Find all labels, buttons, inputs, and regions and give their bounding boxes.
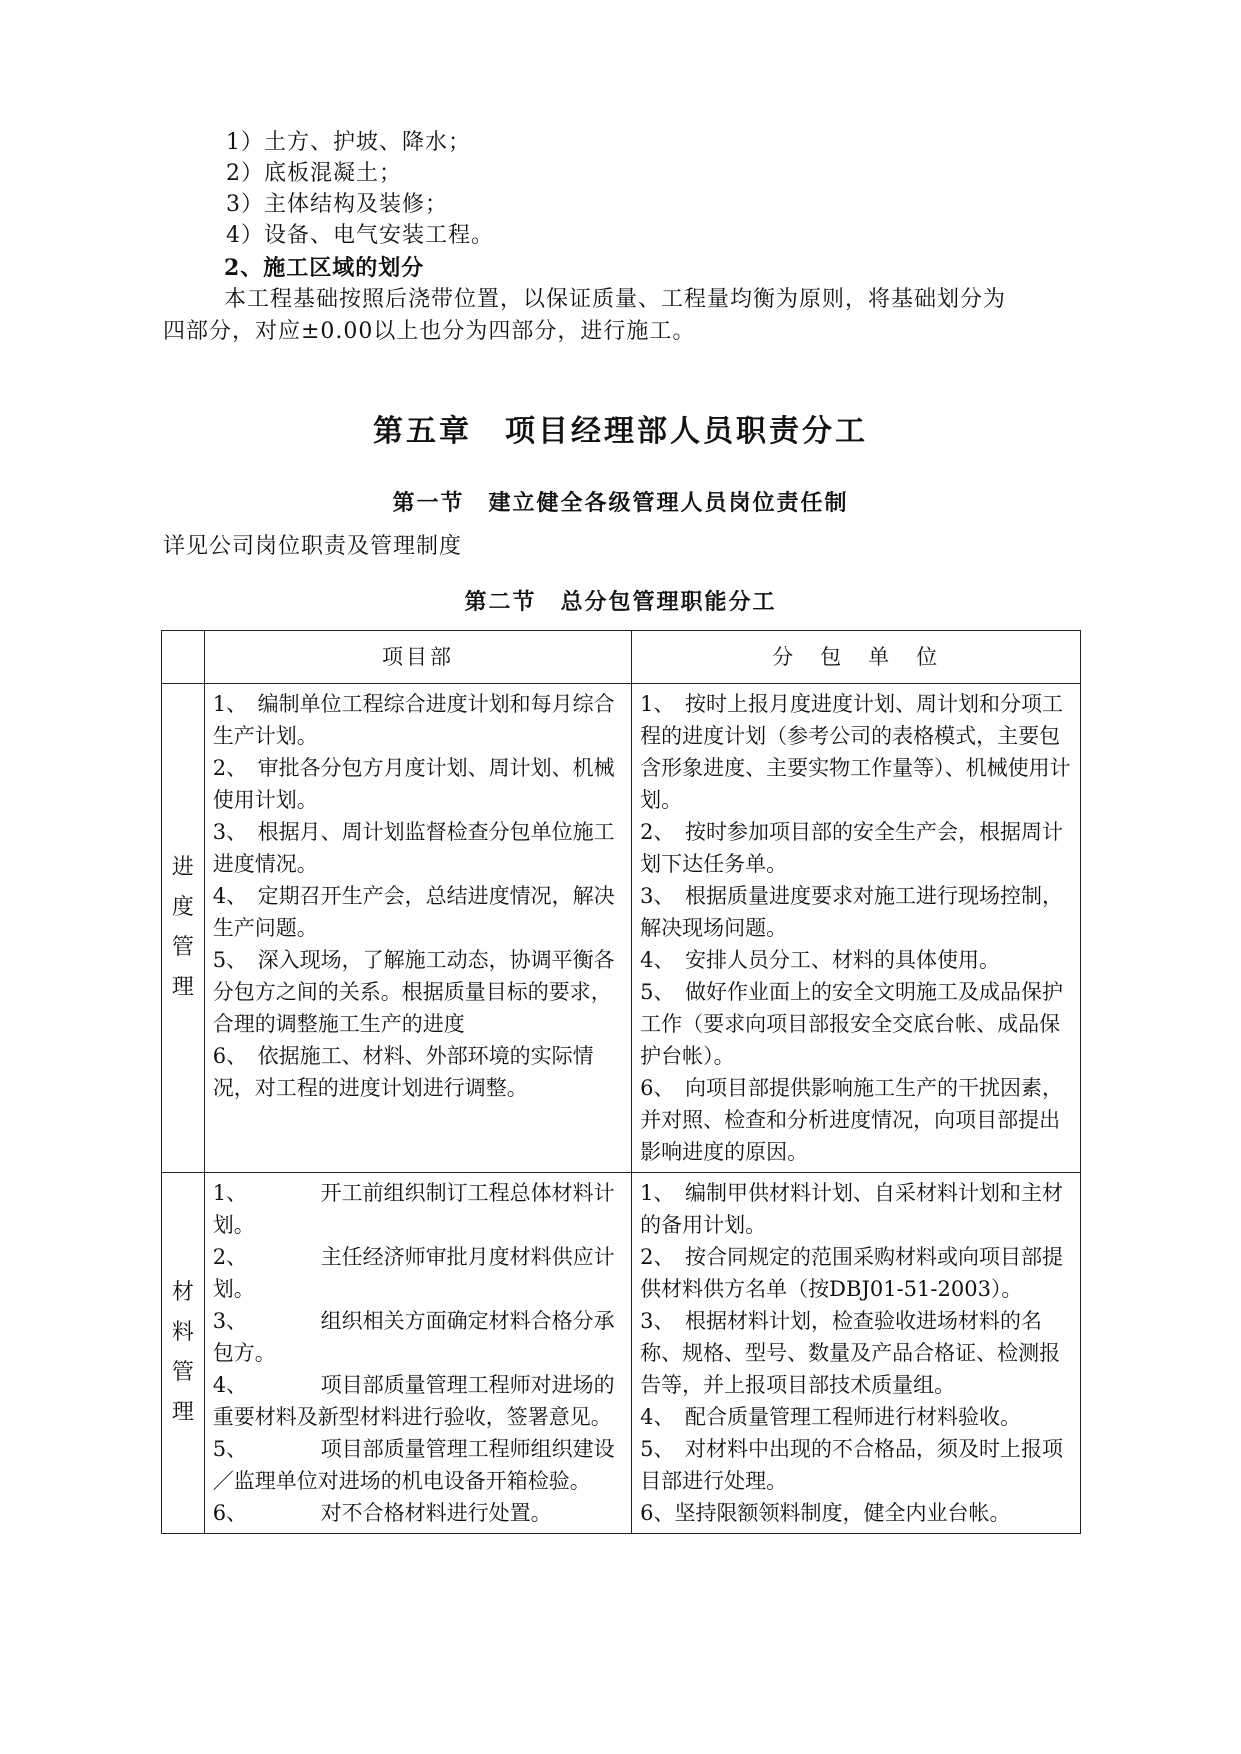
duty-item: 1、 开工前组织制订工程总体材料计划。 (212, 1181, 615, 1237)
category-char: 进 (171, 855, 194, 880)
duty-item: 4、 定期召开生产会，总结进度情况，解决生产问题。 (212, 884, 615, 940)
duty-item: 3、 组织相关方面确定材料合格分承包方。 (212, 1309, 615, 1365)
intro-list-item: 2）底板混凝土； (226, 161, 402, 186)
category-char: 材 (171, 1280, 194, 1305)
zone-paragraph-line: 四部分，对应±0.00以上也分为四部分，进行施工。 (163, 319, 696, 344)
zone-paragraph-line: 本工程基础按照后浇带位置，以保证质量、工程量均衡为原则，将基础划分为 (224, 287, 1007, 312)
category-char: 管 (171, 935, 194, 960)
duty-item: 5、 对材料中出现的不合格品，须及时上报项目部进行处理。 (640, 1437, 1064, 1493)
table-header-project-dept: 项目部 (204, 631, 631, 684)
duty-item: 4、 配合质量管理工程师进行材料验收。 (640, 1405, 1022, 1429)
duty-item: 2、 主任经济师审批月度材料供应计划。 (212, 1245, 615, 1301)
category-char: 度 (171, 895, 194, 920)
duty-item: 5、 项目部质量管理工程师组织建设／监理单位对进场的机电设备开箱检验。 (212, 1437, 615, 1493)
category-cell-materials (162, 1173, 205, 1534)
duty-item: 1、 编制甲供材料计划、自采材料计划和主材的备用计划。 (640, 1181, 1064, 1237)
duty-item: 6、 依据施工、材料、外部环境的实际情况，对工程的进度计划进行调整。 (212, 1044, 594, 1100)
category-cell-progress (162, 684, 205, 1173)
duty-item: 3、 根据材料计划，检查验收进场材料的名称、规格、型号、数量及产品合格证、检测报告等，并上报项目部技术质量组。 (640, 1309, 1061, 1397)
table-header-subcontractor: 分 包 单 位 (632, 631, 1081, 684)
table-row (162, 684, 1081, 1173)
duty-item: 6、 向项目部提供影响施工生产的干扰因素，并对照、检查和分析进度情况，向项目部提出影响进度的原因。 (640, 1076, 1064, 1164)
duty-item: 6、 对不合格材料进行处置。 (212, 1501, 552, 1525)
table-header-blank (162, 631, 205, 684)
responsibility-table (161, 630, 1081, 1534)
chapter-title: 第五章 项目经理部人员职责分工 (373, 414, 868, 449)
subcontractor-duties (632, 1173, 1081, 1534)
subcontractor-duties (632, 684, 1081, 1173)
duty-item: 6、坚持限额领料制度，健全内业台帐。 (640, 1501, 1011, 1525)
category-char: 理 (171, 1400, 194, 1425)
duty-item: 1、 编制单位工程综合进度计划和每月综合生产计划。 (212, 692, 615, 748)
duty-item: 2、 按时参加项目部的安全生产会，根据周计划下达任务单。 (640, 820, 1064, 876)
duty-item: 4、 安排人员分工、材料的具体使用。 (640, 948, 1001, 972)
duty-item: 1、 按时上报月度进度计划、周计划和分项工程的进度计划（参考公司的表格模式，主要包含形象进度、主要实物工作量等）、机械使用计划。 (640, 692, 1071, 812)
section-title: 第二节 总分包管理职能分工 (464, 589, 777, 615)
table-header-row (162, 631, 1081, 684)
project-dept-duties (204, 684, 631, 1173)
duty-item: 2、 审批各分包方月度计划、周计划、机械使用计划。 (212, 756, 615, 812)
table-row (162, 1173, 1081, 1534)
zone-heading: 2、施工区域的划分 (224, 255, 425, 281)
duty-item: 4、 项目部质量管理工程师对进场的重要材料及新型材料进行验收，签署意见。 (212, 1373, 615, 1429)
section-title: 第一节 建立健全各级管理人员岗位责任制 (392, 490, 849, 516)
duty-item: 5、 做好作业面上的安全文明施工及成品保护工作（要求向项目部报安全交底台帐、成品保护台帐）。 (640, 980, 1064, 1068)
duty-item: 3、 根据质量进度要求对施工进行现场控制，解决现场问题。 (640, 884, 1064, 940)
intro-list-item: 4）设备、电气安装工程。 (226, 223, 494, 248)
project-dept-duties (204, 1173, 631, 1534)
section-body: 详见公司岗位职责及管理制度 (163, 534, 463, 559)
intro-list-item: 1）土方、护坡、降水； (226, 130, 471, 155)
duty-item: 2、 按合同规定的范围采购材料或向项目部提供材料供方名单（按DBJ01-51-2003）。 (640, 1245, 1064, 1301)
duty-item: 5、 深入现场，了解施工动态，协调平衡各分包方之间的关系。根据质量目标的要求，合理的调整施工生产的进度 (212, 948, 615, 1036)
category-char: 管 (171, 1360, 194, 1385)
category-char: 料 (171, 1320, 194, 1345)
duty-item: 3、 根据月、周计划监督检查分包单位施工进度情况。 (212, 820, 615, 876)
category-char: 理 (171, 975, 194, 1000)
intro-list-item: 3）主体结构及装修； (226, 192, 448, 217)
